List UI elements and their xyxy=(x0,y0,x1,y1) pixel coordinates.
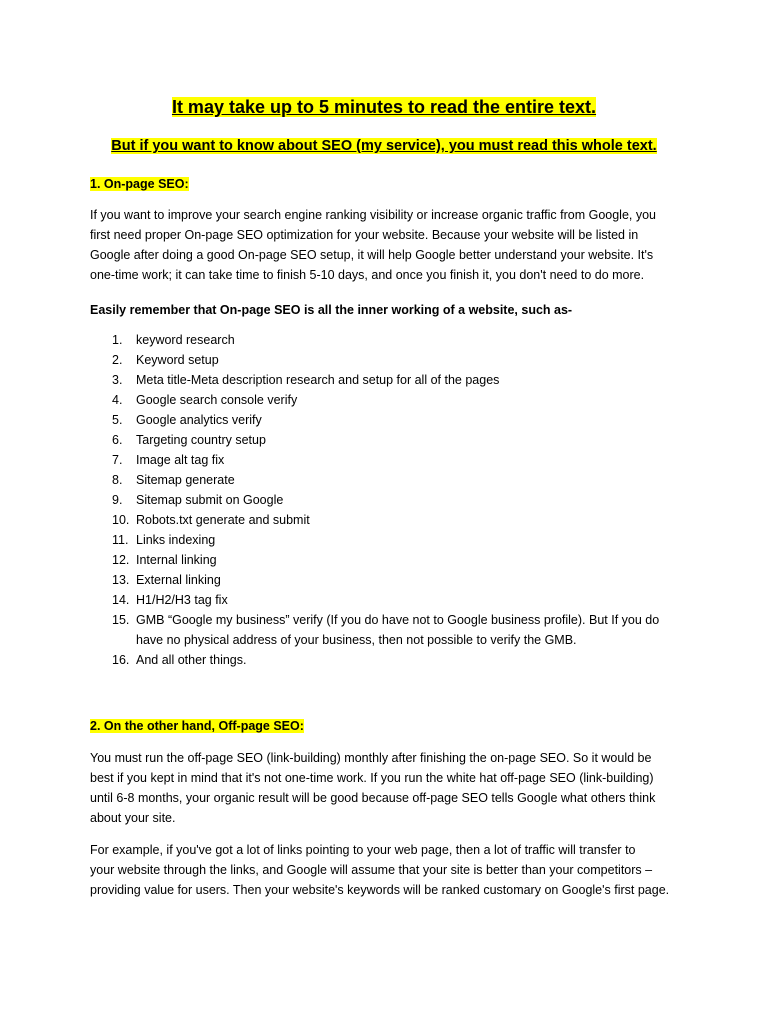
list-item-number: 4. xyxy=(112,393,123,407)
list-item xyxy=(112,470,692,490)
subtitle-text: But if you want to know about SEO (my service), you must read this whole text. xyxy=(111,138,657,154)
list-item-number: 10. xyxy=(112,513,130,527)
list-item-line: Meta title-Meta description research and setup for all of the pages xyxy=(136,373,500,387)
list-item-line: Google search console verify xyxy=(136,393,298,407)
list-item-number: 5. xyxy=(112,413,123,427)
list-item-text xyxy=(136,490,692,510)
paragraph-line: your website through the links, and Google will assume that your site is better than your competitors – xyxy=(90,863,653,877)
section2-paragraph-2 xyxy=(90,840,682,900)
paragraph-line: one-time work; it can take time to finish 5-10 days, and once you finish it, you don't need to do more. xyxy=(90,268,645,282)
list-item-number: 16. xyxy=(112,653,130,667)
paragraph-line: You must run the off-page SEO (link-building) monthly after finishing the on-page SEO. So it would be xyxy=(90,751,652,765)
list-item-number: 14. xyxy=(112,593,130,607)
list-item xyxy=(112,610,692,650)
document-subtitle xyxy=(0,136,768,156)
list-item-text xyxy=(136,570,692,590)
list-item-number: 6. xyxy=(112,433,123,447)
list-item xyxy=(112,510,692,530)
list-item xyxy=(112,530,692,550)
list-item-number: 7. xyxy=(112,453,123,467)
list-item-text xyxy=(136,470,692,490)
paragraph-line: providing value for users. Then your website's keywords will be ranked customary on Google's first page. xyxy=(90,883,670,897)
list-item-text xyxy=(136,410,692,430)
list-item xyxy=(112,650,692,670)
list-item-text xyxy=(136,530,692,550)
section2-heading-text: 2. On the other hand, Off-page SEO: xyxy=(90,719,304,733)
list-item-line: Sitemap submit on Google xyxy=(136,493,284,507)
list-item-text xyxy=(136,590,692,610)
list-item-number: 8. xyxy=(112,473,123,487)
list-item-line: Targeting country setup xyxy=(136,433,266,447)
list-item-number: 11. xyxy=(112,533,129,547)
list-item-text xyxy=(136,550,692,570)
list-item-number: 15. xyxy=(112,613,130,627)
list-item-text xyxy=(136,650,692,670)
list-item-number: 13. xyxy=(112,573,130,587)
lead-text: Easily remember that On-page SEO is all the inner working of a website, such as- xyxy=(90,303,573,317)
list-item-number: 2. xyxy=(112,353,123,367)
list-item-line: GMB “Google my business” verify (If you do have not to Google business profile). But If you do xyxy=(136,613,660,627)
list-item xyxy=(112,550,692,570)
list-item-line: have no physical address of your business, then not possible to verify the GMB. xyxy=(136,633,577,647)
list-item-line: Keyword setup xyxy=(136,353,219,367)
list-item-line: Robots.txt generate and submit xyxy=(136,513,310,527)
section1-heading xyxy=(90,175,189,193)
list-item xyxy=(112,390,692,410)
section1-lead xyxy=(90,300,682,320)
list-item-line: Sitemap generate xyxy=(136,473,235,487)
list-item-line: Links indexing xyxy=(136,533,216,547)
list-item-line: Internal linking xyxy=(136,553,217,567)
list-item xyxy=(112,430,692,450)
list-item-text xyxy=(136,370,692,390)
list-item xyxy=(112,350,692,370)
section2-heading xyxy=(90,717,304,735)
list-item-text xyxy=(136,430,692,450)
list-item xyxy=(112,490,692,510)
list-item xyxy=(112,410,692,430)
list-item-number: 1. xyxy=(112,333,123,347)
list-item xyxy=(112,570,692,590)
list-item-line: H1/H2/H3 tag fix xyxy=(136,593,228,607)
paragraph-line: best if you kept in mind that it's not one-time work. If you run the white hat off-page SEO (link-building) xyxy=(90,771,654,785)
list-item-text xyxy=(136,510,692,530)
list-item-text xyxy=(136,390,692,410)
list-item-line: keyword research xyxy=(136,333,235,347)
list-item-text xyxy=(136,450,692,470)
section1-heading-text: 1. On-page SEO: xyxy=(90,177,189,191)
section1-paragraph xyxy=(90,205,682,285)
section2-paragraph-1 xyxy=(90,748,682,828)
list-item-text xyxy=(136,350,692,370)
list-item-text xyxy=(136,330,692,350)
paragraph-line: If you want to improve your search engine ranking visibility or increase organic traffic from Google, you xyxy=(90,208,657,222)
onpage-seo-list xyxy=(112,330,692,670)
list-item-number: 9. xyxy=(112,493,123,507)
list-item-line: Google analytics verify xyxy=(136,413,262,427)
list-item xyxy=(112,590,692,610)
list-item-line: External linking xyxy=(136,573,221,587)
list-item xyxy=(112,330,692,350)
title-text: It may take up to 5 minutes to read the entire text. xyxy=(171,97,597,117)
list-item xyxy=(112,450,692,470)
list-item xyxy=(112,370,692,390)
list-item-text xyxy=(136,610,692,650)
list-item-number: 12. xyxy=(112,553,130,567)
paragraph-line: Google after doing a good On-page SEO setup, it will help Google better understand your website. It's xyxy=(90,248,654,262)
paragraph-line: first need proper On-page SEO optimization for your website. Because your website will be listed in xyxy=(90,228,639,242)
paragraph-line: about your site. xyxy=(90,811,176,825)
list-item-number: 3. xyxy=(112,373,123,387)
paragraph-line: until 6-8 months, your organic result will be good because off-page SEO tells Google what others think xyxy=(90,791,656,805)
document-title xyxy=(0,95,768,119)
list-item-line: And all other things. xyxy=(136,653,247,667)
list-item-line: Image alt tag fix xyxy=(136,453,225,467)
paragraph-line: For example, if you've got a lot of links pointing to your web page, then a lot of traffic will transfer to xyxy=(90,843,636,857)
